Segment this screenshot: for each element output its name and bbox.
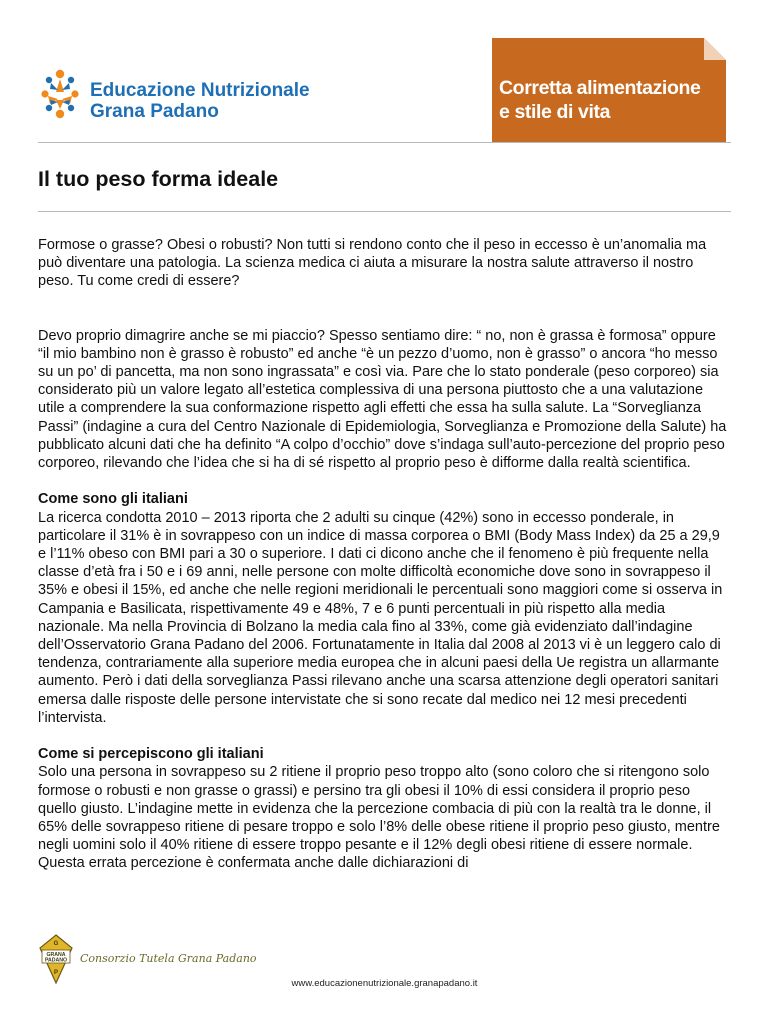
category-tag: Corretta alimentazione e stile di vita xyxy=(499,77,701,123)
section-paragraph: La ricerca condotta 2010 – 2013 riporta che 2 adulti su cinque (42%) sono in eccesso ponderale, in particolare il 31% è in sovrappeso con un indice di massa corporea o BMI (Body Mass Index) da 25 a 29,9 e l’11% obeso con BMI pari a 30 o superiore. I dati ci dicono anche che il fenomeno è più frequente nella classe d’età fra i 50 e i 69 anni, nelle persone con molte difficoltà economiche dove sono in sovrappeso il 35% e obesi il 15%, ed anche che nelle regioni meridionali le percentuali sono maggiori come si osserva in Campania e Basilicata, rispettivamente 49 e 48%, 7 e 6 punti percentuali in più rispetto alla media nazionale. Ma nella Provincia di Bolzano la media cala fino al 33%, come già evidenziato dall’indagine dell’Osservatorio Grana Padano del 2006. Fortunatamente in Italia dal 2008 al 2013 vi è un leggero calo di tendenza, contrariamente alla superiore media europea che in alcuni paesi della Ue registra un allarmante aumento. Però i dati della sorveglianza Passi rilevano anche una scarsa attenzione degli operatori sanitari emersa dalle risposte delle persone intervistate che si sono recate dal medico nei 12 mesi precedenti l’intervista. xyxy=(38,509,723,726)
brand-name: Educazione Nutrizionale Grana Padano xyxy=(90,80,310,122)
page-title: Il tuo peso forma ideale xyxy=(38,167,279,191)
title-divider xyxy=(38,211,731,212)
svg-text:P: P xyxy=(53,970,59,976)
page-fold-icon xyxy=(704,38,726,60)
section-heading: Come si percepiscono gli italiani xyxy=(38,746,264,763)
footer-url: www.educazionenutrizionale.granapadano.it xyxy=(291,978,478,989)
body-paragraph: Devo proprio dimagrire anche se mi piaccio? Spesso sentiamo dire: “ no, non è grassa è formosa” oppure “il mio bambino non è grasso è robusto” ed anche “è un pezzo d’uomo, non è grasso” o ancora “ho messo su un po’ di pancetta, ma non sono ingrassata” e così via. Pare che lo stato ponderale (peso corporeo) sia considerato più un valore legato all’estetica complessiva di una persona piuttosto che a una valutazione utile a comprendere la sua conformazione rispetto agli effetti che essa ha sulla salute. La “Sorveglianza Passi” (indagine a cura del Centro Nazionale di Epidemiologia, Sorveglianza e Promozione della Salute) ha pubblicato alcuni dati che ha definito “A colpo d’occhio” dove s’indaga sull’auto-percezione del proprio peso corporeo, rilevando che l’idea che si ha di sé rispetto al proprio peso è difforme dalla realtà scientifica. xyxy=(38,327,727,472)
brand-logo-icon xyxy=(38,66,82,124)
section-heading: Come sono gli italiani xyxy=(38,491,188,508)
svg-text:G: G xyxy=(53,941,59,947)
svg-text:PADANO: PADANO xyxy=(44,957,68,964)
svg-text:GRANA: GRANA xyxy=(46,952,66,958)
intro-paragraph: Formose o grasse? Obesi o robusti? Non tutti si rendono conto che il peso in eccesso è un’anomalia ma può diventare una patologia. La scienza medica ci aiuta a misurare la nostra salute attraverso il nostro peso. Tu come credi di essere? xyxy=(38,237,707,290)
consortium-name: Consorzio Tutela Grana Padano xyxy=(80,952,257,965)
header-divider xyxy=(38,142,731,143)
consortium-seal-icon xyxy=(38,934,74,984)
section-paragraph: Solo una persona in sovrappeso su 2 ritiene il proprio peso troppo alto (sono coloro che si ritengono solo formose o robusti e non grasse o grassi) e persino tra gli obesi il 10% di essi considera il proprio peso quello giusto. L’indagine mette in evidenza che la percezione combacia di più con la realtà tra le donne, il 65% delle sovrappeso ritiene di pesare troppo e solo l’8% delle obese ritiene il proprio peso giusto, mentre negli uomini solo il 40% ritiene di essere troppo pesante e il 12% degli obesi ritiene di essere normale. Questa errata percezione è confermata anche dalle dichiarazioni di xyxy=(38,764,720,872)
article-body xyxy=(38,236,730,873)
